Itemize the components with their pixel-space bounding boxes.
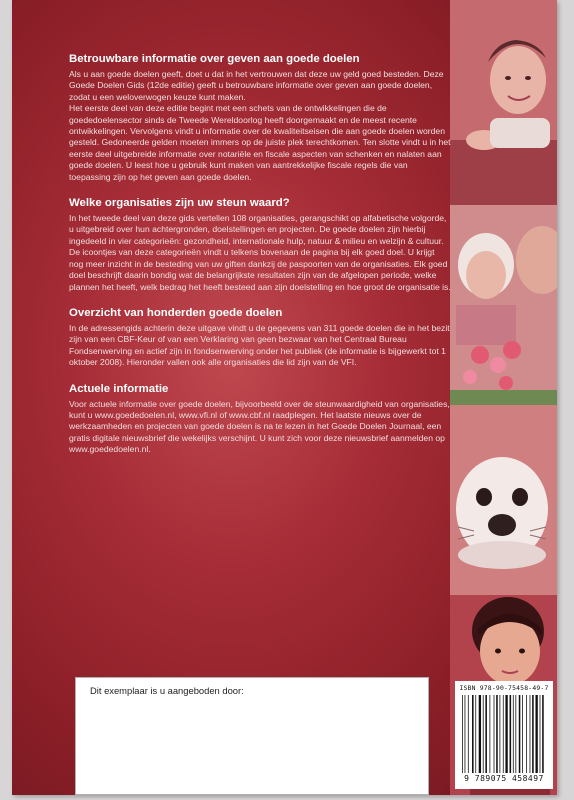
barcode-box (455, 681, 553, 789)
text-column (69, 52, 451, 469)
photo-boy (450, 0, 557, 205)
ean-number: 9 789075 458497 (464, 774, 544, 783)
section-paragraph: Als u aan goede doelen geeft, doet u dat in het vertrouwen dat deze uw geld goed besteden. Deze Goede Doelen Gids (12de editie) geeft u betrouwbare informatie over geven aan goede doelen, zodat u een weloverwogen keuze kunt maken. (69, 69, 444, 102)
section-paragraph: Het eerste deel van deze editie begint met een schets van de ontwikkelingen die de goededoelensector sinds de Tweede Wereldoorlog heeft doorgemaakt en de meest recente ontwikkelingen. Vervolgens vindt u informatie over de kwaliteitseisen die aan goede doelen worden gesteld. Gedoneerde gelden moeten immers op de juiste plek terechtkomen. Ten slotte vindt u in het eerste deel uitgebreide informatie over notariële en fiscale aspecten van schenken en nalaten aan goede doelen. U leest hoe u gebruik kunt maken van aantrekkelijke fiscale regels die van toepassing zijn op het geven aan goede doelen. (69, 103, 451, 182)
section-organisations (69, 196, 451, 293)
section-trustworthy-info (69, 52, 451, 183)
barcode-icon (461, 695, 547, 773)
section-heading: Actuele informatie (69, 382, 169, 395)
isbn-label: ISBN 978-90-75458-49-7 (459, 684, 549, 692)
section-paragraph: Voor actuele informatie over goede doelen, bijvoorbeeld over de steunwaardigheid van organisaties, kunt u www.goededoelen.nl, www.vfi.nl of www.cbf.nl raadplegen. Het laatste nieuws over de werkzaamheden en projecten van goede doelen is na te lezen in het Goede Doelen Journaal, een gratis digitale nieuwsbrief die wekelijks verschijnt. U kunt zich voor deze nieuwsbrief aanmelden op www.goededoelen.nl. (69, 398, 450, 455)
section-paragraph: In de adressengids achterin deze uitgave vindt u de gegevens van 311 goede doelen die in het bezit zijn van een CBF-Keur of van een Verklaring van geen bezwaar van het Centraal Bureau Fondsenwerving en actief zijn in fondsenwerving onder het publiek (de informatie is bijgewerkt tot 1 oktober 2008). Hieronder vallen ook alle organisaties die lid zijn van de VFI. (69, 322, 450, 368)
section-current-info (69, 382, 451, 456)
section-paragraph: In het tweede deel van deze gids vertellen 108 organisaties, gerangschikt op alfabetische volgorde, u uitgebreid over hun achtergronden, doelstellingen en projecten. De goede doelen zijn hierbij ingedeeld in vier categorieën: gezondheid, internationale hulp, natuur & milieu en welzijn & cultuur. De icoontjes van deze categorieën vindt u telkens bovenaan de pagina bij elk goed doel. U krijgt nog meer inzicht in de besteding van uw giften dankzij de paspoorten van de organisaties. Elk goed doel beschrijft daarin bondig wat de belangrijkste resultaten zijn van de afgelopen periode, welke plannen het heeft, welk bedrag het heeft besteed aan zijn doelstelling en hoe groot de organisatie is. (69, 213, 451, 292)
photo-strip (450, 0, 557, 795)
section-overview (69, 306, 451, 369)
section-heading: Betrouwbare informatie over geven aan goede doelen (69, 53, 360, 65)
back-cover (12, 0, 557, 795)
dedication-label: Dit exemplaar is u aangeboden door: (90, 685, 244, 696)
photo-elderly-couple (450, 205, 557, 405)
section-heading: Overzicht van honderden goede doelen (69, 306, 283, 319)
photo-seal-pup (450, 405, 557, 595)
dedication-box (75, 677, 429, 795)
section-heading: Welke organisaties zijn uw steun waard? (69, 197, 290, 210)
